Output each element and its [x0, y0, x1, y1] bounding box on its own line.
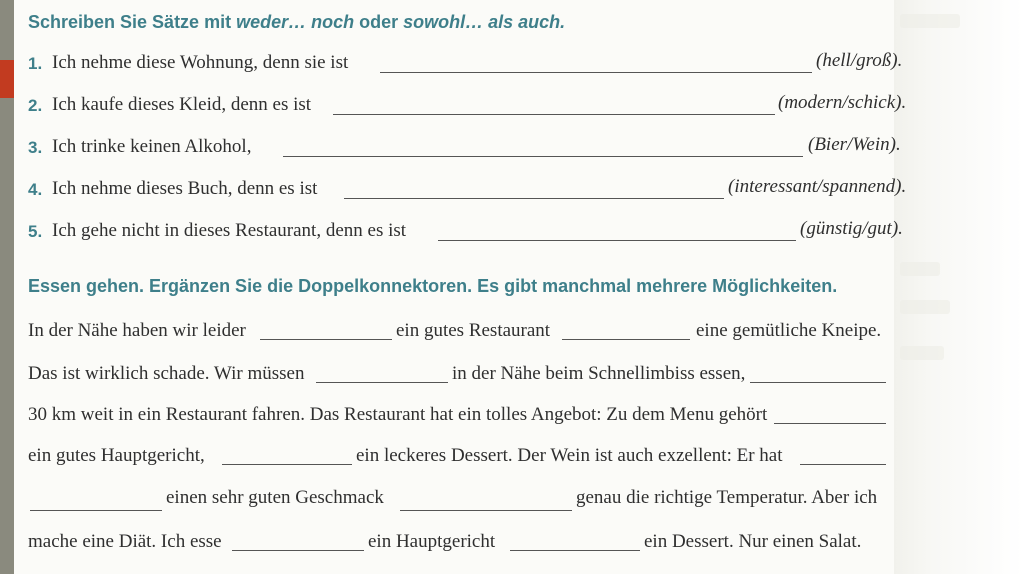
- text-segment: genau die richtige Temperatur. Aber ich: [576, 487, 878, 508]
- answer-blank[interactable]: [774, 423, 886, 424]
- exercise1-heading: Schreiben Sie Sätze mit weder… noch oder sowohl… als auch.: [28, 12, 566, 32]
- answer-blank[interactable]: [30, 510, 162, 511]
- item-number: 1.: [28, 54, 43, 73]
- item-number: 3.: [28, 138, 43, 157]
- item-hint: (günstig/gut).: [800, 218, 903, 239]
- answer-blank[interactable]: [232, 550, 364, 551]
- answer-blank[interactable]: [260, 339, 392, 340]
- item-hint: (hell/groß).: [816, 50, 903, 71]
- item-text: Ich nehme diese Wohnung, denn sie ist: [52, 52, 349, 73]
- answer-blank[interactable]: [562, 339, 690, 340]
- answer-blank[interactable]: [344, 198, 724, 199]
- textbook-page: [14, 0, 907, 574]
- answer-blank[interactable]: [750, 382, 886, 383]
- text-segment: ein Hauptgericht: [368, 531, 496, 552]
- text-segment: in der Nähe beim Schnellimbiss essen,: [452, 363, 746, 384]
- answer-blank[interactable]: [283, 156, 803, 157]
- bleed-mark: [900, 346, 944, 360]
- answer-blank[interactable]: [222, 464, 352, 465]
- exercise1-item: [28, 218, 903, 246]
- item-hint: (modern/schick).: [778, 92, 907, 113]
- exercise1-item: [28, 50, 903, 78]
- answer-blank[interactable]: [333, 114, 775, 115]
- text-segment: ein leckeres Dessert. Der Wein ist auch exzellent: Er hat: [356, 445, 783, 466]
- text-segment: 30 km weit in ein Restaurant fahren. Das Restaurant hat ein tolles Angebot: Zu dem Menu gehört: [28, 404, 768, 425]
- answer-blank[interactable]: [316, 382, 448, 383]
- text-segment: einen sehr guten Geschmack: [166, 487, 384, 508]
- slide-accent-bar: [0, 60, 14, 98]
- answer-blank[interactable]: [438, 240, 796, 241]
- text-segment: ein Dessert. Nur einen Salat.: [644, 531, 862, 552]
- answer-blank[interactable]: [380, 72, 812, 73]
- text-segment: In der Nähe haben wir leider: [28, 320, 246, 341]
- item-text: Ich trinke keinen Alkohol,: [52, 136, 252, 157]
- text-segment: ein gutes Hauptgericht,: [28, 445, 205, 466]
- answer-blank[interactable]: [800, 464, 886, 465]
- item-text: Ich kaufe dieses Kleid, denn es ist: [52, 94, 312, 115]
- item-hint: (interessant/spannend).: [728, 176, 907, 197]
- item-number: 4.: [28, 180, 43, 199]
- bleed-mark: [900, 14, 960, 28]
- bleed-mark: [900, 262, 940, 276]
- exercise1-item: [28, 92, 907, 120]
- item-number: 2.: [28, 96, 43, 115]
- item-number: 5.: [28, 222, 43, 241]
- text-segment: Das ist wirklich schade. Wir müssen: [28, 363, 305, 384]
- text-segment: eine gemütliche Kneipe.: [696, 320, 882, 341]
- item-text: Ich gehe nicht in dieses Restaurant, denn es ist: [52, 220, 407, 241]
- answer-blank[interactable]: [510, 550, 640, 551]
- exercise2-heading: Essen gehen. Ergänzen Sie die Doppelkonnektoren. Es gibt manchmal mehrere Möglichkeiten.: [28, 276, 838, 296]
- text-segment: mache eine Diät. Ich esse: [28, 531, 222, 552]
- bleed-mark: [900, 300, 950, 314]
- page-margin-shadow: [894, 0, 1024, 574]
- item-hint: (Bier/Wein).: [808, 134, 901, 155]
- text-segment: ein gutes Restaurant: [396, 320, 551, 341]
- answer-blank[interactable]: [400, 510, 572, 511]
- exercise1-item: [28, 134, 901, 162]
- item-text: Ich nehme dieses Buch, denn es ist: [52, 178, 318, 199]
- exercise1-item: [28, 176, 907, 204]
